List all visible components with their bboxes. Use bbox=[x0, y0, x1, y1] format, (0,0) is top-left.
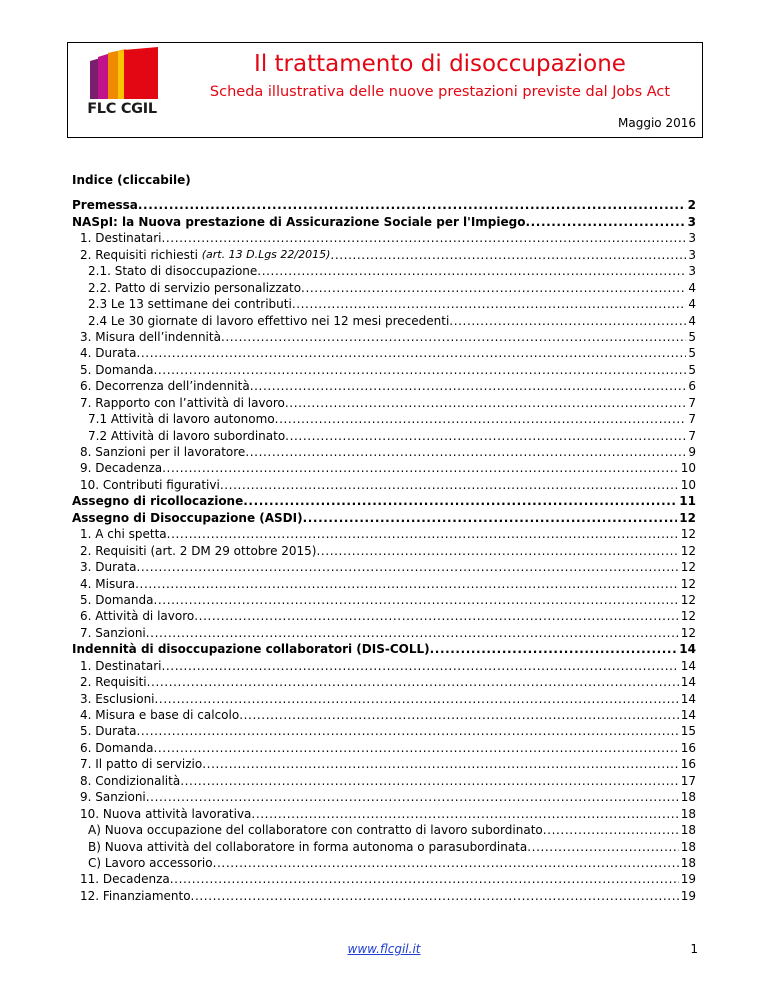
toc-entry-page: 12 bbox=[680, 576, 696, 591]
toc-entry[interactable] bbox=[72, 855, 696, 871]
toc-entry-title: 7. Il patto di servizio bbox=[80, 757, 203, 772]
document-subtitle: Scheda illustrativa delle nuove prestazioni previste dal Jobs Act bbox=[209, 84, 671, 100]
toc-entry[interactable] bbox=[72, 542, 696, 558]
document-title: Il trattamento di disoccupazione bbox=[254, 51, 626, 77]
toc-entry-page: 18 bbox=[680, 790, 696, 805]
toc-entry[interactable] bbox=[72, 476, 696, 492]
toc-entry-page: 5 bbox=[688, 346, 696, 361]
toc-entry[interactable] bbox=[72, 608, 696, 624]
flag-logo-icon bbox=[80, 47, 164, 103]
toc-entry-title: 3. Misura dell’indennità bbox=[80, 329, 221, 344]
toc-entry-title: B) Nuova attività del collaboratore in forma autonoma o parasubordinata bbox=[88, 839, 528, 854]
toc-entry-title: 7.1 Attività di lavoro autonomo bbox=[88, 412, 275, 427]
toc-entry-page: 11 bbox=[679, 494, 696, 509]
toc-dot-leader bbox=[153, 592, 678, 608]
toc-dot-leader bbox=[136, 345, 686, 361]
toc-entry-page: 3 bbox=[688, 231, 696, 246]
toc-dot-leader bbox=[292, 296, 687, 312]
toc-entry[interactable] bbox=[72, 707, 696, 723]
toc-dot-leader bbox=[239, 707, 679, 723]
toc-entry-page: 9 bbox=[688, 445, 696, 459]
toc-entry-page: 3 bbox=[688, 264, 696, 279]
toc-dot-leader bbox=[527, 839, 678, 855]
toc-entry-title: 2. Requisiti (art. 2 DM 29 ottobre 2015) bbox=[80, 543, 317, 558]
toc-entry[interactable] bbox=[72, 263, 696, 279]
logo-text: FLC CGIL bbox=[87, 101, 157, 117]
toc-entry-title: 4. Misura bbox=[80, 576, 136, 591]
toc-entry[interactable] bbox=[72, 296, 696, 312]
toc-entry[interactable] bbox=[72, 378, 696, 394]
toc-entry-title: 1. Destinatari bbox=[80, 231, 162, 246]
toc-entry-page: 14 bbox=[680, 675, 696, 690]
toc-dot-leader bbox=[285, 395, 686, 411]
page-number: 1 bbox=[690, 942, 698, 956]
table-of-contents bbox=[72, 197, 696, 904]
toc-entry-page: 14 bbox=[680, 691, 696, 706]
website-link[interactable]: www.flcgil.it bbox=[347, 942, 421, 956]
toc-entry-title: 5. Domanda bbox=[80, 362, 154, 377]
toc-entry[interactable] bbox=[72, 657, 696, 673]
toc-entry-page: 2 bbox=[687, 198, 696, 213]
toc-entry-page: 12 bbox=[680, 527, 696, 542]
toc-entry-page: 7 bbox=[688, 412, 696, 427]
toc-dot-leader bbox=[170, 871, 679, 887]
toc-entry-title: A) Nuova occupazione del collaboratore con contratto di lavoro subordinato bbox=[88, 823, 543, 838]
toc-dot-leader bbox=[136, 723, 678, 739]
toc-dot-leader bbox=[430, 641, 678, 657]
toc-entry-page: 16 bbox=[680, 757, 696, 772]
toc-entry-page: 15 bbox=[680, 724, 696, 739]
toc-entry[interactable] bbox=[72, 345, 696, 361]
toc-entry-title: 10. Nuova attività lavorativa bbox=[80, 806, 252, 821]
toc-dot-leader bbox=[147, 674, 679, 690]
toc-entry[interactable] bbox=[72, 739, 696, 755]
document-header bbox=[67, 42, 703, 138]
toc-entry[interactable] bbox=[72, 394, 696, 410]
toc-entry-page: 4 bbox=[688, 313, 696, 328]
toc-entry-title: 2.2. Patto di servizio personalizzato bbox=[88, 280, 302, 295]
toc-dot-leader bbox=[191, 888, 679, 904]
toc-dot-leader bbox=[245, 444, 686, 460]
toc-dot-leader bbox=[194, 608, 678, 624]
toc-entry-title: 9. Sanzioni bbox=[80, 790, 146, 805]
toc-entry[interactable] bbox=[72, 624, 696, 640]
toc-dot-leader bbox=[135, 576, 679, 592]
toc-dot-leader bbox=[275, 411, 687, 427]
toc-entry-page: 12 bbox=[680, 625, 696, 640]
toc-entry-page: 3 bbox=[687, 214, 696, 229]
toc-entry-page: 7 bbox=[688, 428, 696, 443]
toc-entry-title: 6. Attività di lavoro bbox=[80, 609, 195, 624]
toc-dot-leader bbox=[213, 855, 679, 871]
toc-dot-leader bbox=[153, 740, 678, 756]
toc-entry[interactable] bbox=[72, 312, 696, 328]
toc-entry-title: 11. Decadenza bbox=[80, 872, 170, 887]
toc-entry-page: 6 bbox=[688, 379, 696, 394]
toc-dot-leader bbox=[316, 543, 678, 559]
toc-entry[interactable] bbox=[72, 772, 696, 788]
toc-dot-leader bbox=[138, 197, 686, 213]
toc-entry-title: 2.4 Le 30 giornate di lavoro effettivo nei 12 mesi precedenti bbox=[88, 313, 450, 328]
toc-entry-page: 10 bbox=[680, 477, 696, 492]
toc-entry-page: 18 bbox=[680, 823, 696, 838]
toc-entry[interactable] bbox=[72, 493, 696, 509]
toc-entry-title: 1. Destinatari bbox=[80, 658, 162, 673]
toc-dot-leader bbox=[136, 559, 678, 575]
toc-entry-page: 12 bbox=[680, 560, 696, 575]
toc-dot-leader bbox=[221, 329, 686, 345]
toc-entry[interactable] bbox=[72, 460, 696, 476]
toc-dot-leader bbox=[167, 526, 679, 542]
toc-entry[interactable] bbox=[72, 641, 696, 657]
toc-entry-title: Assegno di ricollocazione bbox=[72, 494, 244, 509]
toc-entry-page: 14 bbox=[679, 642, 696, 657]
toc-entry[interactable] bbox=[72, 444, 696, 460]
toc-entry-title: 3. Esclusioni bbox=[80, 691, 155, 706]
toc-dot-leader bbox=[146, 625, 679, 641]
toc-entry[interactable] bbox=[72, 723, 696, 739]
toc-entry-page: 14 bbox=[680, 708, 696, 722]
toc-entry[interactable] bbox=[72, 887, 696, 903]
toc-dot-leader bbox=[449, 313, 686, 329]
flc-cgil-logo bbox=[80, 47, 164, 133]
toc-entry-title: 7.2 Attività di lavoro subordinato bbox=[88, 428, 286, 443]
toc-entry-title: 6. Domanda bbox=[80, 740, 154, 755]
toc-entry-title: 2. Requisiti bbox=[80, 675, 147, 690]
toc-entry-title: 2.3 Le 13 settimane dei contributi bbox=[88, 297, 292, 312]
toc-dot-leader bbox=[285, 428, 686, 444]
toc-dot-leader bbox=[303, 510, 678, 526]
toc-entry[interactable] bbox=[72, 838, 696, 854]
toc-dot-leader bbox=[202, 756, 678, 772]
toc-entry-page: 12 bbox=[680, 592, 696, 607]
toc-dot-leader bbox=[257, 263, 686, 279]
toc-entry-page: 18 bbox=[680, 806, 696, 821]
toc-entry-page: 7 bbox=[688, 395, 696, 410]
toc-entry[interactable] bbox=[72, 213, 696, 229]
toc-entry-page: 14 bbox=[680, 658, 696, 673]
toc-entry-note: (art. 13 D.Lgs 22/2015) bbox=[201, 247, 331, 261]
toc-entry[interactable] bbox=[72, 526, 696, 542]
toc-dot-leader bbox=[243, 493, 677, 509]
toc-dot-leader bbox=[153, 362, 686, 378]
toc-entry-page: 19 bbox=[680, 888, 696, 903]
toc-entry[interactable] bbox=[72, 230, 696, 246]
toc-entry[interactable] bbox=[72, 789, 696, 805]
index-heading: Indice (cliccabile) bbox=[72, 173, 191, 187]
toc-entry-page: 4 bbox=[688, 280, 696, 295]
toc-entry-page: 5 bbox=[688, 329, 696, 344]
toc-entry[interactable] bbox=[72, 279, 696, 295]
toc-entry-page: 5 bbox=[688, 362, 696, 377]
toc-entry[interactable] bbox=[72, 756, 696, 772]
toc-entry-title: 4. Durata bbox=[80, 346, 137, 361]
toc-dot-leader bbox=[250, 378, 687, 394]
toc-entry-title: Premessa bbox=[72, 198, 138, 213]
toc-entry[interactable] bbox=[72, 805, 696, 821]
toc-entry-page: 19 bbox=[680, 872, 696, 887]
toc-entry-title: 5. Durata bbox=[80, 724, 137, 739]
toc-entry-title: 3. Durata bbox=[80, 560, 137, 575]
toc-entry-title: 2. Requisiti richiesti bbox=[80, 247, 198, 262]
toc-entry-title: 9. Decadenza bbox=[80, 461, 163, 476]
toc-entry-title: Assegno di Disoccupazione (ASDI) bbox=[72, 510, 303, 525]
toc-entry[interactable] bbox=[72, 361, 696, 377]
toc-entry-page: 3 bbox=[688, 247, 696, 262]
toc-entry[interactable] bbox=[72, 592, 696, 608]
toc-entry-title: 6. Decorrenza dell’indennità bbox=[80, 379, 250, 394]
toc-entry-page: 16 bbox=[680, 740, 696, 755]
toc-entry-page: 12 bbox=[680, 609, 696, 624]
toc-entry[interactable] bbox=[72, 674, 696, 690]
toc-entry-title: 10. Contributi figurativi bbox=[80, 477, 220, 492]
toc-entry[interactable] bbox=[72, 197, 696, 213]
toc-entry[interactable] bbox=[72, 509, 696, 525]
toc-dot-leader bbox=[301, 280, 686, 296]
toc-entry[interactable] bbox=[72, 411, 696, 427]
toc-entry-title: 8. Condizionalità bbox=[80, 773, 181, 788]
toc-entry-title: 7. Rapporto con l’attività di lavoro bbox=[80, 395, 285, 410]
toc-dot-leader bbox=[161, 658, 678, 674]
toc-entry-title: 2.1. Stato di disoccupazione bbox=[88, 264, 258, 279]
toc-entry[interactable] bbox=[72, 427, 696, 443]
toc-entry[interactable] bbox=[72, 871, 696, 887]
toc-entry-page: 18 bbox=[680, 855, 696, 870]
toc-dot-leader bbox=[251, 806, 678, 822]
toc-entry-page: 12 bbox=[679, 510, 696, 525]
toc-entry-title: 4. Misura e base di calcolo bbox=[80, 708, 240, 722]
toc-dot-leader bbox=[543, 822, 679, 838]
toc-entry-title: 7. Sanzioni bbox=[80, 625, 146, 640]
toc-entry[interactable] bbox=[72, 822, 696, 838]
document-date: Maggio 2016 bbox=[618, 116, 696, 130]
toc-dot-leader bbox=[146, 789, 679, 805]
toc-entry[interactable] bbox=[72, 575, 696, 591]
toc-entry[interactable] bbox=[72, 690, 696, 706]
toc-entry-title: 8. Sanzioni per il lavoratore bbox=[80, 445, 246, 459]
toc-entry-page: 17 bbox=[680, 773, 696, 788]
toc-dot-leader bbox=[155, 691, 679, 707]
toc-entry-title: Indennità di disoccupazione collaboratori (DIS-COLL) bbox=[72, 642, 430, 657]
toc-dot-leader bbox=[220, 477, 679, 493]
toc-entry[interactable] bbox=[72, 559, 696, 575]
toc-entry[interactable] bbox=[72, 329, 696, 345]
toc-entry-page: 10 bbox=[680, 461, 696, 476]
toc-dot-leader bbox=[525, 214, 685, 230]
toc-entry-title: C) Lavoro accessorio bbox=[88, 855, 213, 870]
toc-entry-title: 1. A chi spetta bbox=[80, 527, 167, 542]
toc-entry-page: 4 bbox=[688, 297, 696, 312]
toc-entry-page: 12 bbox=[680, 543, 696, 558]
toc-entry-page: 18 bbox=[680, 839, 696, 854]
toc-dot-leader bbox=[180, 773, 679, 789]
toc-dot-leader bbox=[162, 460, 679, 476]
toc-entry-title: 12. Finanziamento bbox=[80, 888, 191, 903]
toc-entry-title: 5. Domanda bbox=[80, 592, 154, 607]
toc-dot-leader bbox=[161, 230, 686, 246]
toc-entry-title: NASpI: la Nuova prestazione di Assicurazione Sociale per l'Impiego bbox=[72, 214, 526, 229]
toc-dot-leader bbox=[330, 247, 686, 263]
toc-entry[interactable] bbox=[72, 246, 696, 262]
